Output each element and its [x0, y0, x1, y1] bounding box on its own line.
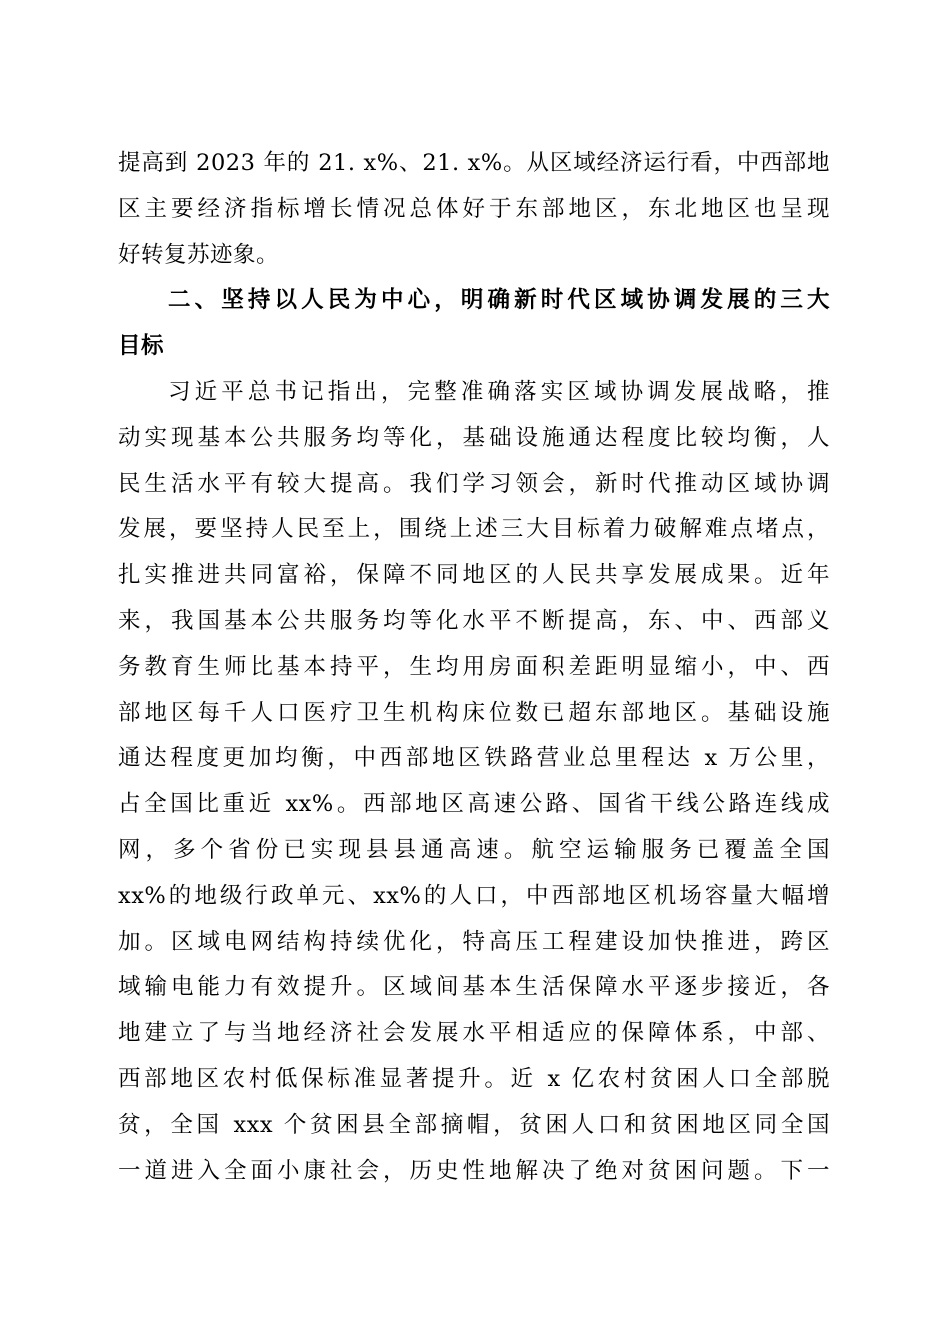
text-line: 加。区域电网结构持续优化，特高压工程建设加快推进，跨区 — [118, 928, 830, 955]
text-line: 动实现基本公共服务均等化，基础设施通达程度比较均衡，人 — [118, 424, 830, 451]
text-line: 提高到 2023 年的 21. x%、21. x%。从区域经济运行看，中西部地 — [118, 150, 830, 176]
text-line: 好转复苏迹象。 — [118, 241, 280, 268]
text-line: 网，多个省份已实现县县通高速。航空运输服务已覆盖全国 — [118, 836, 830, 863]
text-line: 西部地区农村低保标准显著提升。近 x 亿农村贫困人口全部脱 — [118, 1065, 830, 1092]
text-line: 来，我国基本公共服务均等化水平不断提高，东、中、西部义 — [118, 607, 830, 634]
text-line: 一道进入全面小康社会，历史性地解决了绝对贫困问题。下一 — [118, 1157, 830, 1184]
text-line: 贫，全国 xxx 个贫困县全部摘帽，贫困人口和贫困地区同全国 — [118, 1111, 830, 1138]
text-line: 区主要经济指标增长情况总体好于东部地区，东北地区也呈现 — [118, 195, 830, 222]
text-line: 部地区每千人口医疗卫生机构床位数已超东部地区。基础设施 — [118, 699, 830, 726]
text-line: 地建立了与当地经济社会发展水平相适应的保障体系，中部、 — [118, 1020, 830, 1047]
heading-line: 目标 — [118, 333, 165, 360]
text-line: 发展，要坚持人民至上，围绕上述三大目标着力破解难点堵点， — [118, 516, 830, 543]
text-line: 占全国比重近 xx%。西部地区高速公路、国省干线公路连线成 — [118, 791, 830, 818]
text-line: 域输电能力有效提升。区域间基本生活保障水平逐步接近，各 — [118, 974, 830, 1001]
paragraph-continuation — [118, 141, 830, 278]
text-line: 务教育生师比基本持平，生均用房面积差距明显缩小，中、西 — [118, 653, 830, 680]
paragraph-body — [118, 370, 830, 1194]
document-body — [118, 141, 830, 1194]
heading-line: 二、坚持以人民为中心，明确新时代区域协调发展的三大 — [168, 287, 830, 314]
text-line: xx%的地级行政单元、xx%的人口，中西部地区机场容量大幅增 — [118, 882, 830, 909]
text-line: 通达程度更加均衡，中西部地区铁路营业总里程达 x 万公里， — [118, 745, 830, 772]
text-line: 习近平总书记指出，完整准确落实区域协调发展战略，推 — [168, 378, 830, 405]
text-line: 民生活水平有较大提高。我们学习领会，新时代推动区域协调 — [118, 470, 830, 497]
text-line: 扎实推进共同富裕，保障不同地区的人民共享发展成果。近年 — [118, 562, 830, 589]
section-heading — [118, 278, 830, 370]
